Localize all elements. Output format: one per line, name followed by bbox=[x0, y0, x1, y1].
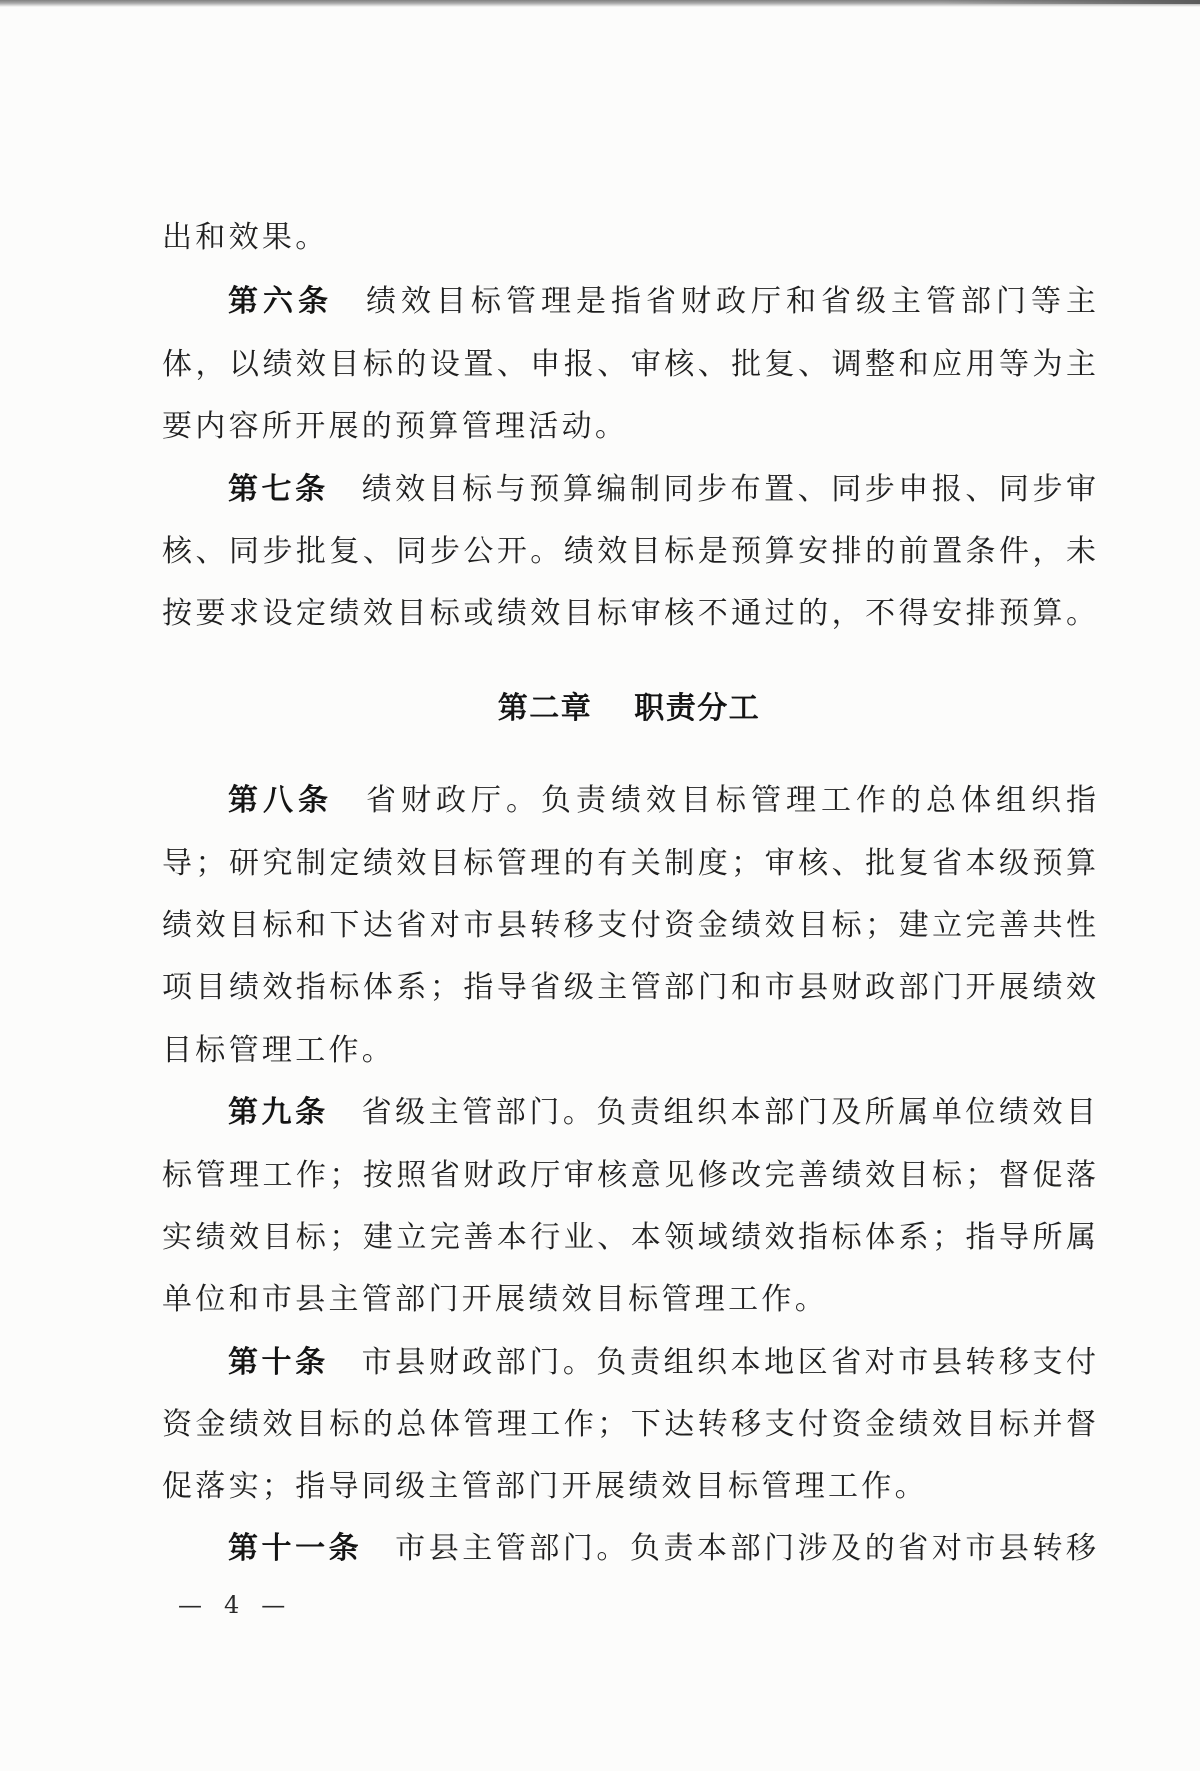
article-9-text-line-3: 实绩效目标；建立完善本行业、本领域绩效指标体系；指导所属 bbox=[162, 1220, 1096, 1255]
footer-dash-right: — bbox=[261, 1591, 286, 1619]
article-9-text-line-2: 标管理工作；按照省财政厅审核意见修改完善绩效目标；督促落 bbox=[162, 1158, 1096, 1193]
article-7-text-line-2: 核、同步批复、同步公开。绩效目标是预算安排的前置条件，未 bbox=[162, 534, 1096, 569]
article-11-text-line-1: 市县主管部门。负责本部门涉及的省对市县转移 bbox=[395, 1531, 1097, 1566]
article-7-text-line-1: 绩效目标与预算编制同步布置、同步申报、同步审 bbox=[361, 472, 1096, 507]
article-8-label: 第八条 bbox=[228, 783, 333, 818]
article-7-paragraph-line-1 bbox=[162, 468, 1096, 512]
article-6-text-line-1: 绩效目标管理是指省财政厅和省级主管部门等主 bbox=[366, 284, 1096, 319]
chapter-heading bbox=[162, 686, 1096, 732]
footer-dash-left: — bbox=[178, 1591, 202, 1619]
article-9-text-line-4: 单位和市县主管部门开展绩效目标管理工作。 bbox=[162, 1282, 828, 1317]
article-6-text-line-2: 体，以绩效目标的设置、申报、审核、批复、调整和应用等为主 bbox=[162, 347, 1096, 382]
article-6-label: 第六条 bbox=[228, 284, 333, 319]
article-6-paragraph-line-1 bbox=[162, 280, 1096, 324]
scan-top-edge-shadow bbox=[940, 0, 1200, 4]
article-7-label: 第七条 bbox=[228, 472, 329, 507]
article-6-text-line-3: 要内容所开展的预算管理活动。 bbox=[162, 409, 629, 444]
article-8-paragraph-line-1 bbox=[162, 779, 1096, 823]
article-11-paragraph-line-1 bbox=[162, 1527, 1096, 1571]
article-9-label: 第九条 bbox=[228, 1095, 329, 1130]
article-7-text-line-3: 按要求设定绩效目标或绩效目标审核不通过的，不得安排预算。 bbox=[162, 596, 1096, 631]
article-10-paragraph-line-1 bbox=[162, 1341, 1096, 1385]
article-8-text-line-5: 目标管理工作。 bbox=[162, 1033, 396, 1068]
article-8-text-line-3: 绩效目标和下达省对市县转移支付资金绩效目标；建立完善共性 bbox=[162, 908, 1096, 943]
article-8-text-line-1: 省财政厅。负责绩效目标管理工作的总体组织指 bbox=[366, 783, 1096, 818]
article-10-text-line-2: 资金绩效目标的总体管理工作；下达转移支付资金绩效目标并督 bbox=[162, 1407, 1096, 1442]
chapter-number: 第二章 bbox=[497, 691, 593, 726]
article-8-text-line-4: 项目绩效指标体系；指导省级主管部门和市县财政部门开展绩效 bbox=[162, 970, 1096, 1005]
article-10-label: 第十条 bbox=[228, 1345, 329, 1380]
article-10-text-line-1: 市县财政部门。负责组织本地区省对市县转移支付 bbox=[361, 1345, 1096, 1380]
continuation-line: 出和效果。 bbox=[162, 220, 329, 255]
article-9-text-line-1: 省级主管部门。负责组织本部门及所属单位绩效目 bbox=[361, 1095, 1096, 1130]
article-9-paragraph-line-1 bbox=[162, 1091, 1096, 1135]
page-number: 4 bbox=[224, 1591, 240, 1619]
page-footer bbox=[178, 1588, 285, 1622]
chapter-title: 职责分工 bbox=[634, 691, 761, 726]
article-11-label: 第十一条 bbox=[228, 1531, 363, 1566]
article-10-text-line-3: 促落实；指导同级主管部门开展绩效目标管理工作。 bbox=[162, 1469, 928, 1504]
article-8-text-line-2: 导；研究制定绩效目标管理的有关制度；审核、批复省本级预算 bbox=[162, 846, 1096, 881]
